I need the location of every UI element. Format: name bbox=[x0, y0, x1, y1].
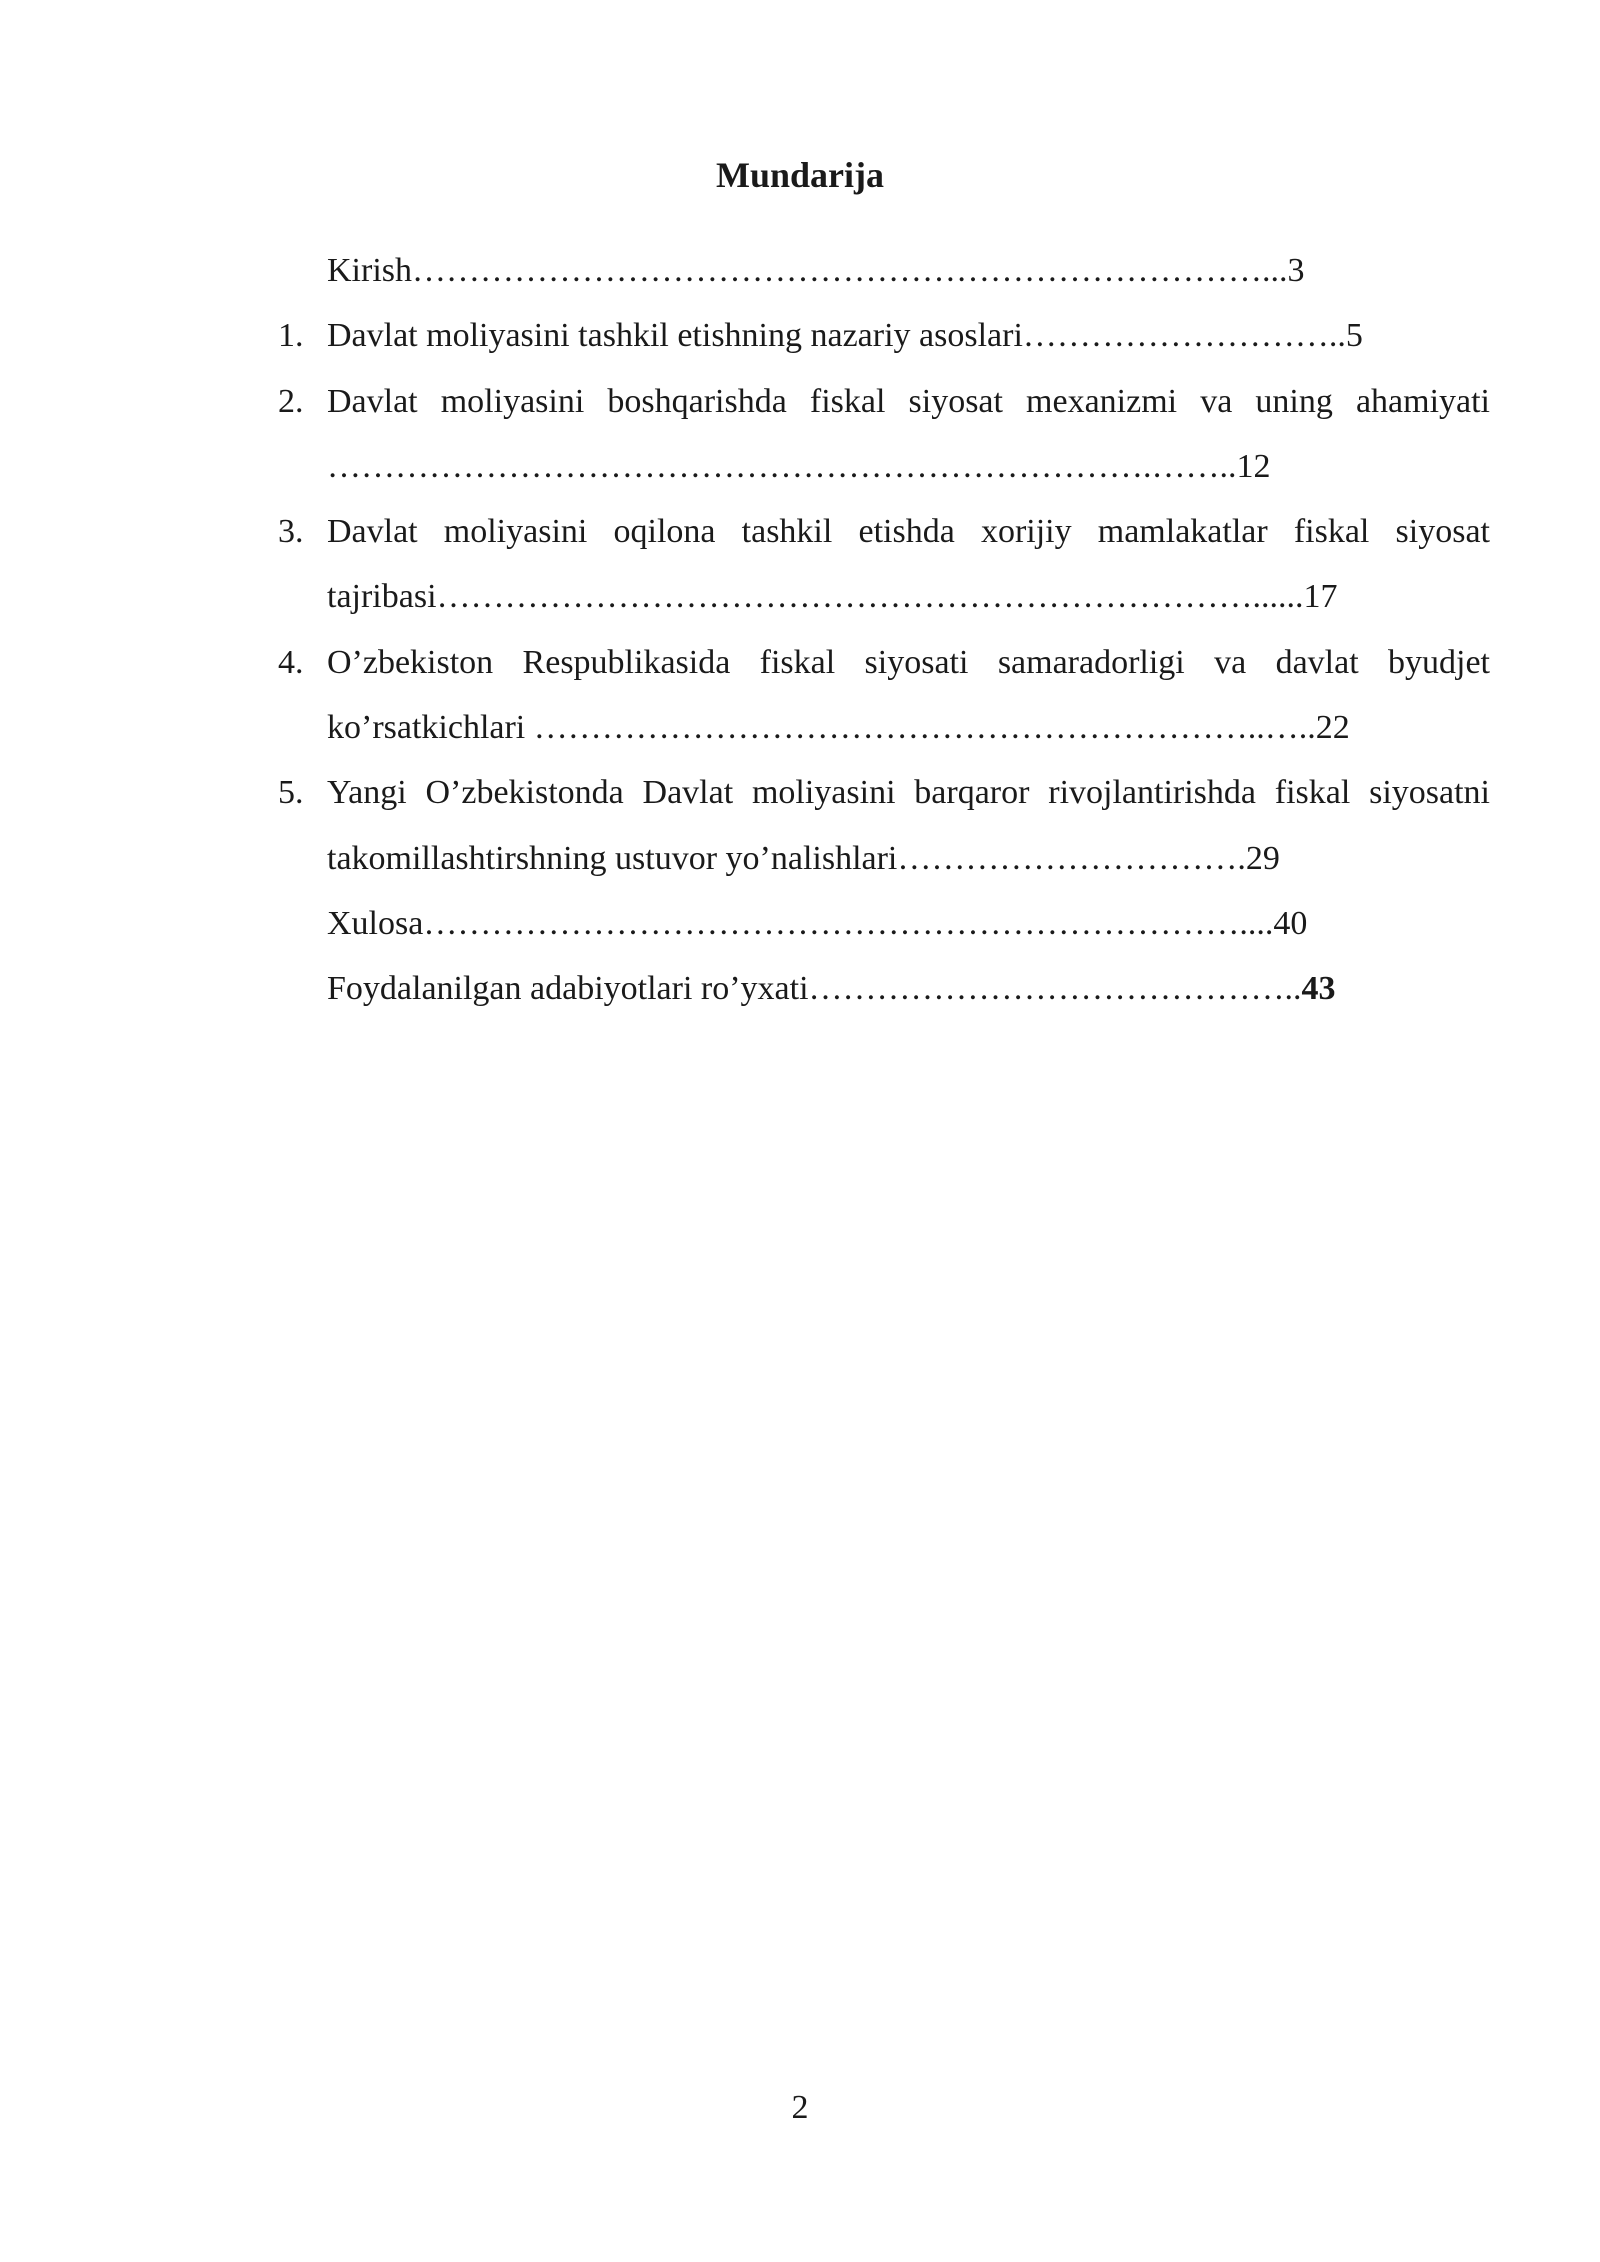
toc-entry-number: 4. bbox=[278, 643, 304, 681]
toc-entry-leader: ……………………………………………………………….... bbox=[423, 904, 1274, 942]
toc-entry-page: 29 bbox=[1245, 839, 1280, 877]
toc-entry-chapter-1 bbox=[270, 303, 1490, 368]
toc-entry-page: 3 bbox=[1287, 252, 1305, 289]
toc-entry-title: Davlat moliyasini boshqarishda fiskal siyosat mexanizmi va uning ahamiyati bbox=[327, 382, 1490, 420]
toc-entry-title: Davlat moliyasini tashkil etishning nazariy asoslari bbox=[327, 317, 1023, 355]
toc-entry-leader: …………………………………………………………………... bbox=[412, 252, 1288, 289]
toc-entry-number: 3. bbox=[278, 513, 304, 551]
toc-entry-title: Foydalanilgan adabiyotlari ro’yxati bbox=[327, 970, 809, 1008]
table-of-contents bbox=[270, 238, 1490, 1022]
toc-entry-page: 17 bbox=[1303, 578, 1338, 616]
toc-entry-leader: ……………………………………………………………….…….. bbox=[327, 447, 1237, 485]
toc-entry-leader: ……………………….. bbox=[1022, 317, 1346, 355]
toc-entry-number: 1. bbox=[278, 317, 304, 355]
toc-entry-number: 5. bbox=[278, 774, 304, 812]
toc-entry-chapter-3 bbox=[270, 499, 1490, 630]
toc-entry-references bbox=[270, 956, 1490, 1021]
toc-entry-chapter-2 bbox=[270, 369, 1490, 500]
toc-entry-chapter-5 bbox=[270, 760, 1490, 891]
toc-entry-conclusion bbox=[270, 891, 1490, 956]
toc-entry-leader: …………………………. bbox=[897, 839, 1246, 877]
toc-title: Mundarija bbox=[715, 155, 884, 195]
toc-entry-title: Xulosa bbox=[327, 904, 424, 942]
toc-entry-leader: …………………………………….. bbox=[808, 970, 1302, 1008]
toc-entry-leader: ………………………………………………………………...... bbox=[436, 578, 1304, 616]
toc-entry-page: 5 bbox=[1345, 317, 1363, 355]
toc-entry-leader: ………………………………………………………..….. bbox=[533, 709, 1316, 747]
toc-entry-page: 22 bbox=[1315, 709, 1350, 747]
toc-entry-number: 2. bbox=[278, 382, 304, 420]
toc-entry-introduction bbox=[270, 238, 1490, 303]
toc-entry-page: 12 bbox=[1236, 447, 1271, 485]
toc-entry-title: Davlat moliyasini oqilona tashkil etishda xorijiy mamlakatlar fiskal siyosat tajribasi bbox=[327, 513, 1490, 616]
toc-entry-title: Kirish bbox=[327, 252, 412, 289]
page-number: 2 bbox=[791, 2089, 809, 2126]
toc-entry-title: O’zbekiston Respublikasida fiskal siyosati samaradorligi va davlat byudjet ko’rsatkichlari bbox=[327, 643, 1490, 747]
toc-entry-page: 43 bbox=[1301, 970, 1336, 1008]
toc-entry-page: 40 bbox=[1273, 904, 1308, 942]
toc-entry-chapter-4 bbox=[270, 630, 1490, 761]
toc-entry-title: Yangi O’zbekistonda Davlat moliyasini barqaror rivojlantirishda fiskal siyosatni takomillashtirshning ustuvor yo’nalishlari bbox=[327, 774, 1490, 877]
